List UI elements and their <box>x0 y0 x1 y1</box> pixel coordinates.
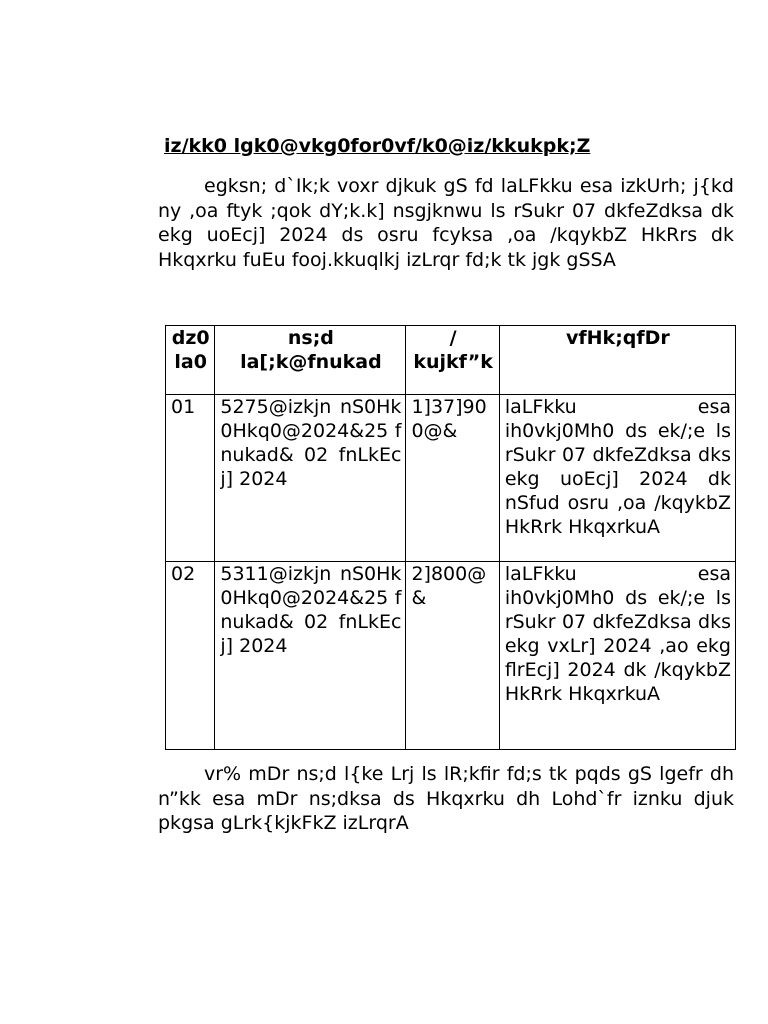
intro-paragraph: egksn; d`Ik;k voxr djkuk gS fd laLFkku esa izkUrh; j{kd ny ,oa ftyk ;qok dY;k.k] nsgjknwu ls rSukr 07 dkfeZdksa dk ekg uoEcj] 2024 ds osru fcyksa ,oa /kqykbZ HkRrs dk Hkqxrku fuEu fooj.kkuqlkj izLrqr fd;k tk jgk gSSA <box>158 175 734 271</box>
cell-serial-no: 01 <box>166 395 215 562</box>
cell-remark: laLFkku esa ih0vkj0Mh0 ds ek/;e ls rSukr 07 dkfeZdksa dks ekg uoEcj] 2024 dk nSfud osru ,oa /kqykbZ HkRrk HkqxrkuA <box>499 395 735 562</box>
document-title: iz/kk0 lgk0@vkg0for0vf/k0@iz/kkukpk;Z <box>164 135 591 157</box>
table-header-row <box>166 326 736 395</box>
cell-amount: 1]37]900@& <box>406 395 499 562</box>
closing-paragraph: vr% mDr ns;d l{ke Lrj ls lR;kfir fd;s tk pqds gS lgefr dh n”kk esa mDr ns;dksa ds Hkqxrku dh Lohd`fr iznku djuk pkgsa gLrk{kjkFkZ izLrqrA <box>158 763 734 834</box>
header-remark: vfHk;qfDr <box>499 326 735 395</box>
cell-bill-number-date: 5311@izkjn nS0Hk0Hkq0@2024&25 fnukad& 02 fnLkEcj] 2024 <box>215 562 406 750</box>
header-amount: / kujkf”k <box>406 326 499 395</box>
cell-remark: laLFkku esa ih0vkj0Mh0 ds ek/;e ls rSukr 07 dkfeZdksa dks ekg vxLr] 2024 ,ao ekg flrEcj] 2024 dk /kqykbZ HkRrk HkqxrkuA <box>499 562 735 750</box>
header-bill-number-date: ns;d la[;k@fnukad <box>215 326 406 395</box>
cell-bill-number-date: 5275@izkjn nS0Hk0Hkq0@2024&25 fnukad& 02 fnLkEcj] 2024 <box>215 395 406 562</box>
bill-table <box>165 325 736 750</box>
header-serial-no: dz0 la0 <box>166 326 215 395</box>
table-row <box>166 562 736 750</box>
cell-serial-no: 02 <box>166 562 215 750</box>
table-row <box>166 395 736 562</box>
cell-amount: 2]800@& <box>406 562 499 750</box>
